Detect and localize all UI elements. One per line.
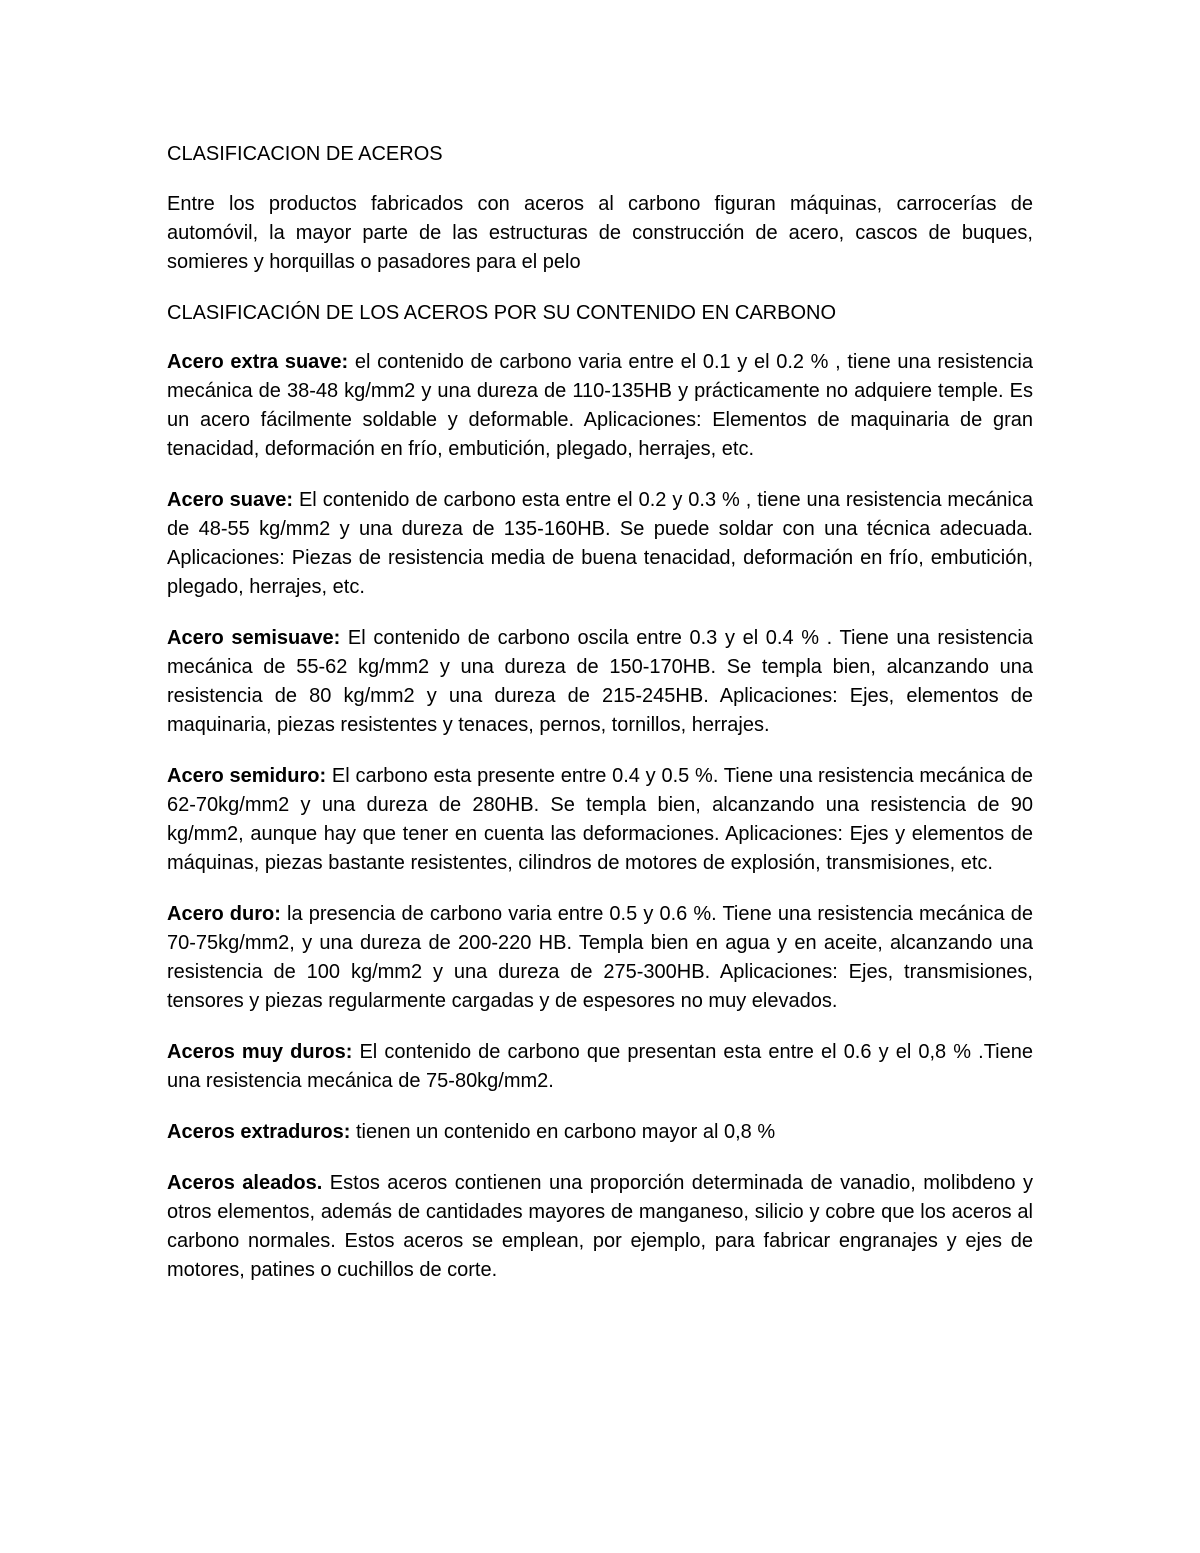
paragraph-semiduro bbox=[167, 762, 1033, 878]
document-page bbox=[167, 140, 1033, 1307]
term-label: Aceros extraduros: bbox=[167, 1121, 351, 1143]
term-label: Aceros muy duros: bbox=[167, 1041, 353, 1063]
paragraph-extraduros bbox=[167, 1118, 1033, 1147]
paragraph-duro bbox=[167, 900, 1033, 1016]
term-label: Acero duro: bbox=[167, 903, 281, 925]
term-description: El contenido de carbono oscila entre 0.3 y el 0.4 % . Tiene una resistencia mecánica de 55-62 kg/mm2 y una dureza de 150-170HB. Se templa bien, alcanzando una resistencia de 80 kg/mm2 y una dureza de 215-245HB. Aplicaciones: Ejes, elementos de maquinaria, piezas resistentes y tenaces, pernos, tornillos, herrajes. bbox=[167, 627, 1033, 736]
term-label: Acero semisuave: bbox=[167, 627, 341, 649]
paragraph-muy-duros bbox=[167, 1038, 1033, 1096]
document-title: CLASIFICACION DE ACEROS bbox=[167, 143, 443, 165]
section-heading: CLASIFICACIÓN DE LOS ACEROS POR SU CONTENIDO EN CARBONO bbox=[167, 302, 837, 324]
term-description: Estos aceros contienen una proporción determinada de vanadio, molibdeno y otros elementos, además de cantidades mayores de manganeso, silicio y cobre que los aceros al carbono normales. Estos aceros se emplean, por ejemplo, para fabricar engranajes y ejes de motores, patines o cuchillos de corte. bbox=[167, 1172, 1033, 1281]
term-label: Acero suave: bbox=[167, 489, 294, 511]
term-description: la presencia de carbono varia entre 0.5 y 0.6 %. Tiene una resistencia mecánica de 70-75kg/mm2, y una dureza de 200-220 HB. Templa bien en agua y en aceite, alcanzando una resistencia de 100 kg/mm2 y una dureza de 275-300HB. Aplicaciones: Ejes, transmisiones, tensores y piezas regularmente cargadas y de espesores no muy elevados. bbox=[167, 903, 1033, 1012]
term-description: El contenido de carbono que presentan esta entre el 0.6 y el 0,8 % .Tiene una resistencia mecánica de 75-80kg/mm2. bbox=[167, 1041, 1033, 1092]
term-label: Acero semiduro: bbox=[167, 765, 327, 787]
paragraph-aleados bbox=[167, 1169, 1033, 1285]
paragraph-semisuave bbox=[167, 624, 1033, 740]
term-description: tienen un contenido en carbono mayor al 0,8 % bbox=[350, 1121, 776, 1143]
paragraph-suave bbox=[167, 486, 1033, 602]
term-description: El carbono esta presente entre 0.4 y 0.5 %. Tiene una resistencia mecánica de 62-70kg/mm2 y una dureza de 280HB. Se templa bien, alcanzando una resistencia de 90 kg/mm2, aunque hay que tener en cuenta las deformaciones. Aplicaciones: Ejes y elementos de máquinas, piezas bastante resistentes, cilindros de motores de explosión, transmisiones, etc. bbox=[167, 765, 1033, 874]
paragraph-extra-suave bbox=[167, 348, 1033, 464]
term-description: el contenido de carbono varia entre el 0.1 y el 0.2 % , tiene una resistencia mecánica de 38-48 kg/mm2 y una dureza de 110-135HB y prácticamente no adquiere temple. Es un acero fácilmente soldable y deformable. Aplicaciones: Elementos de maquinaria de gran tenacidad, deformación en frío, embutición, plegado, herrajes, etc. bbox=[167, 351, 1033, 460]
intro-paragraph: Entre los productos fabricados con aceros al carbono figuran máquinas, carrocerías de automóvil, la mayor parte de las estructuras de construcción de acero, cascos de buques, somieres y horquillas o pasadores para el pelo bbox=[167, 193, 1033, 273]
term-label: Acero extra suave: bbox=[167, 351, 349, 373]
term-description: El contenido de carbono esta entre el 0.2 y 0.3 % , tiene una resistencia mecánica de 48-55 kg/mm2 y una dureza de 135-160HB. Se puede soldar con una técnica adecuada. Aplicaciones: Piezas de resistencia media de buena tenacidad, deformación en frío, embutición, plegado, herrajes, etc. bbox=[167, 489, 1034, 598]
term-label: Aceros aleados. bbox=[167, 1172, 323, 1194]
